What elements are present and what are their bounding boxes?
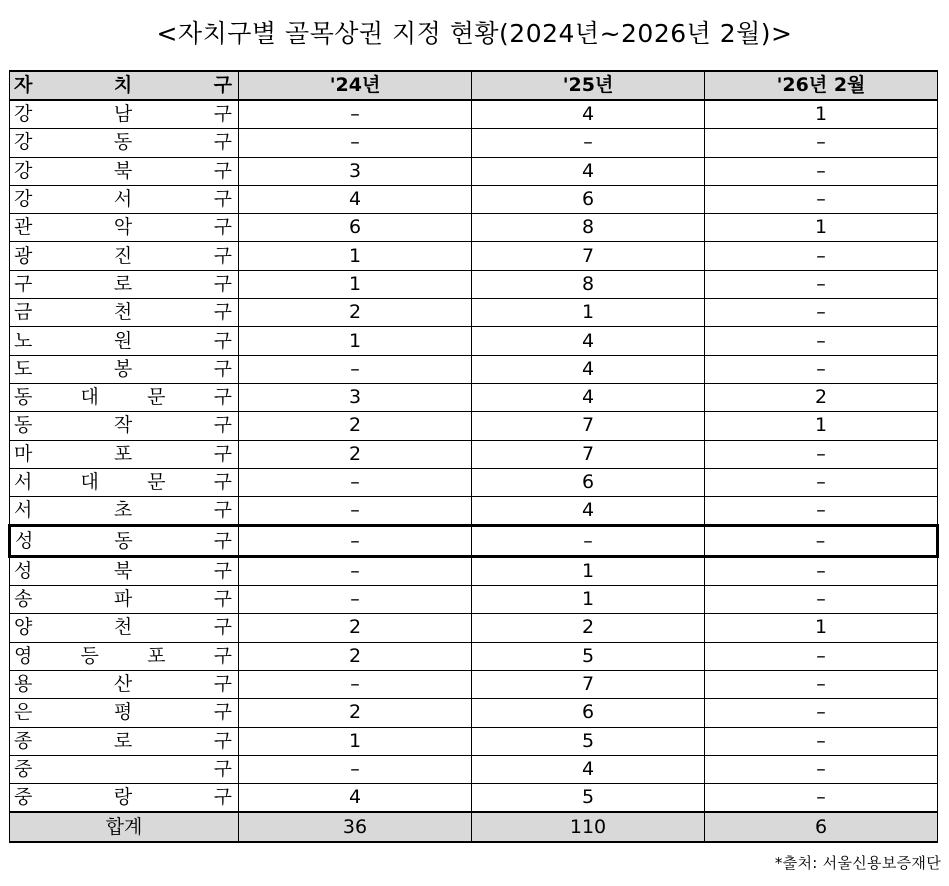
- dash-value: –: [816, 329, 826, 352]
- value-2026: [705, 614, 938, 642]
- district-char: 구: [213, 216, 232, 239]
- dash-value: –: [816, 131, 826, 154]
- value-2025: [472, 214, 705, 242]
- value-2024: [239, 440, 472, 468]
- count-value: 2: [348, 616, 362, 639]
- value-2025: [472, 157, 705, 185]
- value-2026: [705, 299, 938, 327]
- district-char: 구: [213, 588, 232, 611]
- count-value: 3: [348, 386, 362, 409]
- value-2024: [239, 699, 472, 727]
- district-char: 구: [213, 644, 232, 667]
- district-char: 동: [114, 529, 133, 552]
- district-char: 구: [213, 471, 232, 493]
- count-value: 6: [581, 471, 595, 493]
- district-char: 구: [213, 499, 232, 522]
- dash-value: –: [350, 103, 360, 126]
- table-row: [10, 185, 938, 213]
- count-value: 4: [581, 499, 595, 522]
- value-2025: [472, 440, 705, 468]
- total-label: 합계: [10, 812, 239, 841]
- value-2026: [705, 727, 938, 755]
- value-2026: [705, 214, 938, 242]
- table-row: [10, 299, 938, 327]
- dash-value: –: [816, 357, 826, 380]
- count-value: 1: [814, 616, 828, 639]
- value-2026: [705, 526, 938, 556]
- district-name: [10, 185, 239, 213]
- value-2024: [239, 412, 472, 440]
- table-row: [10, 355, 938, 383]
- dash-value: –: [350, 588, 360, 611]
- district-char: 서: [113, 188, 133, 211]
- value-2026: [705, 784, 938, 813]
- value-2024: [239, 100, 472, 129]
- district-char: 중: [14, 757, 33, 780]
- count-value: 7: [581, 244, 595, 267]
- value-2024: [239, 355, 472, 383]
- district-name: [10, 299, 239, 327]
- source-note: *출처: 서울신용보증재단: [774, 854, 941, 872]
- value-2026: [705, 556, 938, 585]
- value-2025: [472, 670, 705, 698]
- district-name: [10, 670, 239, 698]
- count-value: 2: [348, 701, 362, 724]
- total-2025: 110: [472, 812, 705, 841]
- dash-value: –: [816, 588, 826, 611]
- dash-value: –: [350, 757, 360, 780]
- count-value: 8: [581, 272, 595, 295]
- value-2026: [705, 355, 938, 383]
- table-row: [10, 642, 938, 670]
- district-char: 북: [113, 159, 133, 182]
- dash-value: –: [816, 729, 826, 752]
- page-title: <자치구별 골목상권 지정 현황(2024년~2026년 2월)>: [156, 19, 793, 48]
- table-row: [10, 468, 938, 496]
- total-2026: 6: [705, 812, 938, 841]
- district-char: 도: [14, 357, 33, 380]
- table-row: [10, 129, 938, 157]
- district-char: 송: [14, 588, 33, 611]
- district-char: 구: [213, 529, 232, 552]
- count-value: 4: [581, 757, 595, 780]
- district-char: 종: [14, 729, 33, 752]
- value-2026: [705, 383, 938, 411]
- district-char: 양: [14, 616, 33, 639]
- district-char: 구: [213, 386, 232, 409]
- district-name: [10, 526, 239, 556]
- value-2024: [239, 242, 472, 270]
- table-row: [10, 412, 938, 440]
- district-char: 산: [113, 673, 133, 696]
- district-name: [10, 100, 239, 129]
- dash-value: –: [816, 471, 826, 493]
- district-name: [10, 355, 239, 383]
- count-value: 1: [348, 729, 362, 752]
- count-value: 4: [348, 188, 362, 211]
- dash-value: –: [816, 786, 826, 809]
- value-2025: [472, 412, 705, 440]
- table-row: [10, 383, 938, 411]
- count-value: 3: [348, 159, 362, 182]
- value-2026: [705, 497, 938, 526]
- dash-value: –: [350, 673, 360, 696]
- district-name: [10, 214, 239, 242]
- value-2026: [705, 185, 938, 213]
- value-2025: [472, 556, 705, 585]
- district-char: 강: [14, 188, 33, 211]
- table-row: [10, 157, 938, 185]
- dash-value: –: [816, 272, 826, 295]
- table-row: [10, 670, 938, 698]
- dash-value: –: [816, 159, 826, 182]
- count-value: 7: [581, 673, 595, 696]
- table-row: [10, 727, 938, 755]
- district-name: [10, 129, 239, 157]
- count-value: 1: [814, 216, 828, 239]
- dash-value: –: [350, 559, 360, 582]
- value-2025: [472, 242, 705, 270]
- dash-value: –: [350, 529, 360, 552]
- count-value: 1: [348, 272, 362, 295]
- district-char: 강: [14, 131, 33, 154]
- header-district: [10, 71, 239, 100]
- count-value: 4: [581, 103, 595, 126]
- value-2024: [239, 727, 472, 755]
- district-char: 구: [213, 442, 232, 465]
- district-char: 은: [14, 701, 33, 724]
- district-name: [10, 497, 239, 526]
- district-char: 북: [113, 559, 133, 582]
- value-2026: [705, 642, 938, 670]
- district-char: 노: [14, 329, 33, 352]
- dash-value: –: [583, 131, 593, 154]
- value-2026: [705, 129, 938, 157]
- table-row: [10, 556, 938, 585]
- district-char: 진: [113, 244, 133, 267]
- count-value: 4: [581, 159, 595, 182]
- value-2025: [472, 699, 705, 727]
- count-value: 6: [348, 216, 362, 239]
- value-2025: [472, 299, 705, 327]
- count-value: 2: [348, 414, 362, 437]
- total-row: [10, 812, 938, 841]
- count-value: 2: [348, 301, 362, 324]
- district-name: [10, 727, 239, 755]
- district-name: [10, 556, 239, 585]
- value-2026: [705, 468, 938, 496]
- district-name: [10, 642, 239, 670]
- district-char: 작: [113, 414, 133, 437]
- value-2026: [705, 242, 938, 270]
- dash-value: –: [816, 188, 826, 211]
- count-value: 1: [814, 103, 828, 126]
- value-2026: [705, 270, 938, 298]
- value-2024: [239, 383, 472, 411]
- count-value: 5: [581, 644, 595, 667]
- district-char: 영: [14, 644, 33, 667]
- district-char: 구: [213, 272, 232, 295]
- value-2026: [705, 412, 938, 440]
- value-2026: [705, 586, 938, 614]
- header-district-char: 치: [113, 74, 133, 96]
- district-char: 강: [14, 159, 33, 182]
- dash-value: –: [816, 442, 826, 465]
- district-char: 대: [80, 471, 99, 493]
- district-name: [10, 468, 239, 496]
- district-char: 강: [14, 103, 33, 126]
- value-2024: [239, 157, 472, 185]
- count-value: 4: [348, 786, 362, 809]
- district-char: 성: [15, 529, 34, 552]
- value-2025: [472, 185, 705, 213]
- district-char: 구: [213, 357, 232, 380]
- value-2026: [705, 670, 938, 698]
- dash-value: –: [350, 131, 360, 154]
- district-char: 구: [213, 673, 232, 696]
- district-name: [10, 412, 239, 440]
- count-value: 5: [581, 786, 595, 809]
- count-value: 4: [581, 357, 595, 380]
- district-char: 로: [113, 272, 133, 295]
- value-2025: [472, 727, 705, 755]
- value-2024: [239, 497, 472, 526]
- district-char: 구: [213, 131, 232, 154]
- count-value: 2: [581, 616, 595, 639]
- district-char: 구: [213, 301, 232, 324]
- header-2025: '25년: [472, 71, 705, 100]
- count-value: 1: [814, 414, 828, 437]
- table-row: [10, 270, 938, 298]
- count-value: 2: [814, 386, 828, 409]
- table-row: [10, 586, 938, 614]
- dash-value: –: [350, 357, 360, 380]
- table-header-row: [10, 71, 938, 100]
- count-value: 1: [581, 301, 595, 324]
- district-char: 동: [14, 414, 33, 437]
- table-row: [10, 755, 938, 783]
- district-char: 동: [113, 131, 133, 154]
- table-row: [10, 784, 938, 813]
- value-2024: [239, 270, 472, 298]
- value-2024: [239, 327, 472, 355]
- district-char: 동: [14, 386, 33, 409]
- table-row: [10, 242, 938, 270]
- value-2025: [472, 129, 705, 157]
- table-row: [10, 440, 938, 468]
- value-2026: [705, 100, 938, 129]
- district-name: [10, 327, 239, 355]
- table-row: [10, 327, 938, 355]
- table-row: [10, 699, 938, 727]
- value-2025: [472, 468, 705, 496]
- value-2026: [705, 327, 938, 355]
- header-2026: '26년 2월: [705, 71, 938, 100]
- value-2025: [472, 614, 705, 642]
- district-char: 대: [80, 386, 99, 409]
- district-name: [10, 614, 239, 642]
- district-name: [10, 270, 239, 298]
- district-char: 랑: [113, 786, 133, 809]
- count-value: 6: [581, 188, 595, 211]
- count-value: 2: [348, 644, 362, 667]
- value-2024: [239, 214, 472, 242]
- district-char: 구: [213, 757, 232, 780]
- district-alley-commerce-table: [8, 70, 939, 843]
- dash-value: –: [815, 529, 826, 552]
- district-char: 구: [14, 272, 33, 295]
- value-2024: [239, 670, 472, 698]
- count-value: 4: [581, 386, 595, 409]
- dash-value: –: [816, 644, 826, 667]
- value-2025: [472, 355, 705, 383]
- value-2026: [705, 440, 938, 468]
- count-value: 7: [581, 442, 595, 465]
- value-2024: [239, 185, 472, 213]
- value-2024: [239, 586, 472, 614]
- dash-value: –: [816, 701, 826, 724]
- district-char: 천: [113, 301, 133, 324]
- district-char: 구: [213, 414, 232, 437]
- district-char: 성: [14, 559, 33, 582]
- count-value: 2: [348, 442, 362, 465]
- district-char: 원: [113, 329, 133, 352]
- count-value: 1: [348, 244, 362, 267]
- dash-value: –: [350, 471, 360, 493]
- district-name: [10, 784, 239, 813]
- district-name: [10, 586, 239, 614]
- district-name: [10, 383, 239, 411]
- dash-value: –: [583, 529, 593, 552]
- value-2025: [472, 784, 705, 813]
- district-char: 용: [14, 673, 33, 696]
- district-char: 구: [213, 244, 232, 267]
- value-2026: [705, 699, 938, 727]
- table-row: [10, 100, 938, 129]
- table-row: [10, 214, 938, 242]
- value-2025: [472, 642, 705, 670]
- value-2025: [472, 100, 705, 129]
- district-char: 평: [113, 701, 133, 724]
- district-char: 서: [14, 471, 33, 493]
- count-value: 1: [581, 588, 595, 611]
- value-2024: [239, 755, 472, 783]
- dash-value: –: [350, 499, 360, 522]
- value-2024: [239, 299, 472, 327]
- value-2025: [472, 383, 705, 411]
- district-char: 구: [213, 701, 232, 724]
- district-char: 문: [147, 386, 166, 409]
- district-char: 남: [113, 103, 133, 126]
- dash-value: –: [816, 559, 826, 582]
- table-body: [10, 100, 938, 812]
- dash-value: –: [816, 673, 826, 696]
- district-char: 구: [213, 329, 232, 352]
- dash-value: –: [816, 757, 826, 780]
- district-char: 악: [113, 216, 133, 239]
- district-name: [10, 440, 239, 468]
- table-row: [10, 526, 938, 556]
- count-value: 1: [348, 329, 362, 352]
- value-2025: [472, 526, 705, 556]
- value-2024: [239, 642, 472, 670]
- district-char: 구: [213, 616, 232, 639]
- district-char: 등: [80, 644, 99, 667]
- table-row: [10, 497, 938, 526]
- value-2024: [239, 556, 472, 585]
- district-char: 문: [147, 471, 166, 493]
- district-char: 마: [14, 442, 33, 465]
- header-district-char: 자: [14, 74, 33, 96]
- district-char: 서: [14, 499, 33, 522]
- district-char: 천: [113, 616, 133, 639]
- district-char: 구: [213, 786, 232, 809]
- count-value: 4: [581, 329, 595, 352]
- value-2025: [472, 755, 705, 783]
- district-char: 관: [14, 216, 33, 239]
- district-char: 포: [113, 442, 133, 465]
- district-char: 구: [213, 729, 232, 752]
- district-name: [10, 699, 239, 727]
- district-char: 로: [113, 729, 133, 752]
- district-name: [10, 157, 239, 185]
- value-2026: [705, 157, 938, 185]
- district-char: 중: [14, 786, 33, 809]
- value-2025: [472, 497, 705, 526]
- header-district-char: 구: [213, 74, 232, 96]
- dash-value: –: [816, 244, 826, 267]
- district-char: 금: [14, 301, 33, 324]
- district-char: 봉: [113, 357, 133, 380]
- count-value: 8: [581, 216, 595, 239]
- district-char: 구: [213, 559, 232, 582]
- district-char: 파: [113, 588, 133, 611]
- value-2025: [472, 270, 705, 298]
- district-char: 구: [213, 188, 232, 211]
- district-char: 구: [213, 159, 232, 182]
- count-value: 6: [581, 701, 595, 724]
- dash-value: –: [816, 301, 826, 324]
- value-2024: [239, 129, 472, 157]
- count-value: 5: [581, 729, 595, 752]
- district-name: [10, 242, 239, 270]
- table-row: [10, 614, 938, 642]
- district-char: 초: [113, 499, 133, 522]
- district-char: 포: [147, 644, 166, 667]
- value-2024: [239, 614, 472, 642]
- value-2025: [472, 327, 705, 355]
- value-2024: [239, 468, 472, 496]
- count-value: 7: [581, 414, 595, 437]
- value-2026: [705, 755, 938, 783]
- count-value: 1: [581, 559, 595, 582]
- value-2024: [239, 526, 472, 556]
- district-char: 구: [213, 103, 232, 126]
- value-2025: [472, 586, 705, 614]
- value-2024: [239, 784, 472, 813]
- header-2024: '24년: [239, 71, 472, 100]
- district-name: [10, 755, 239, 783]
- total-2024: 36: [239, 812, 472, 841]
- dash-value: –: [816, 499, 826, 522]
- district-char: 광: [14, 244, 33, 267]
